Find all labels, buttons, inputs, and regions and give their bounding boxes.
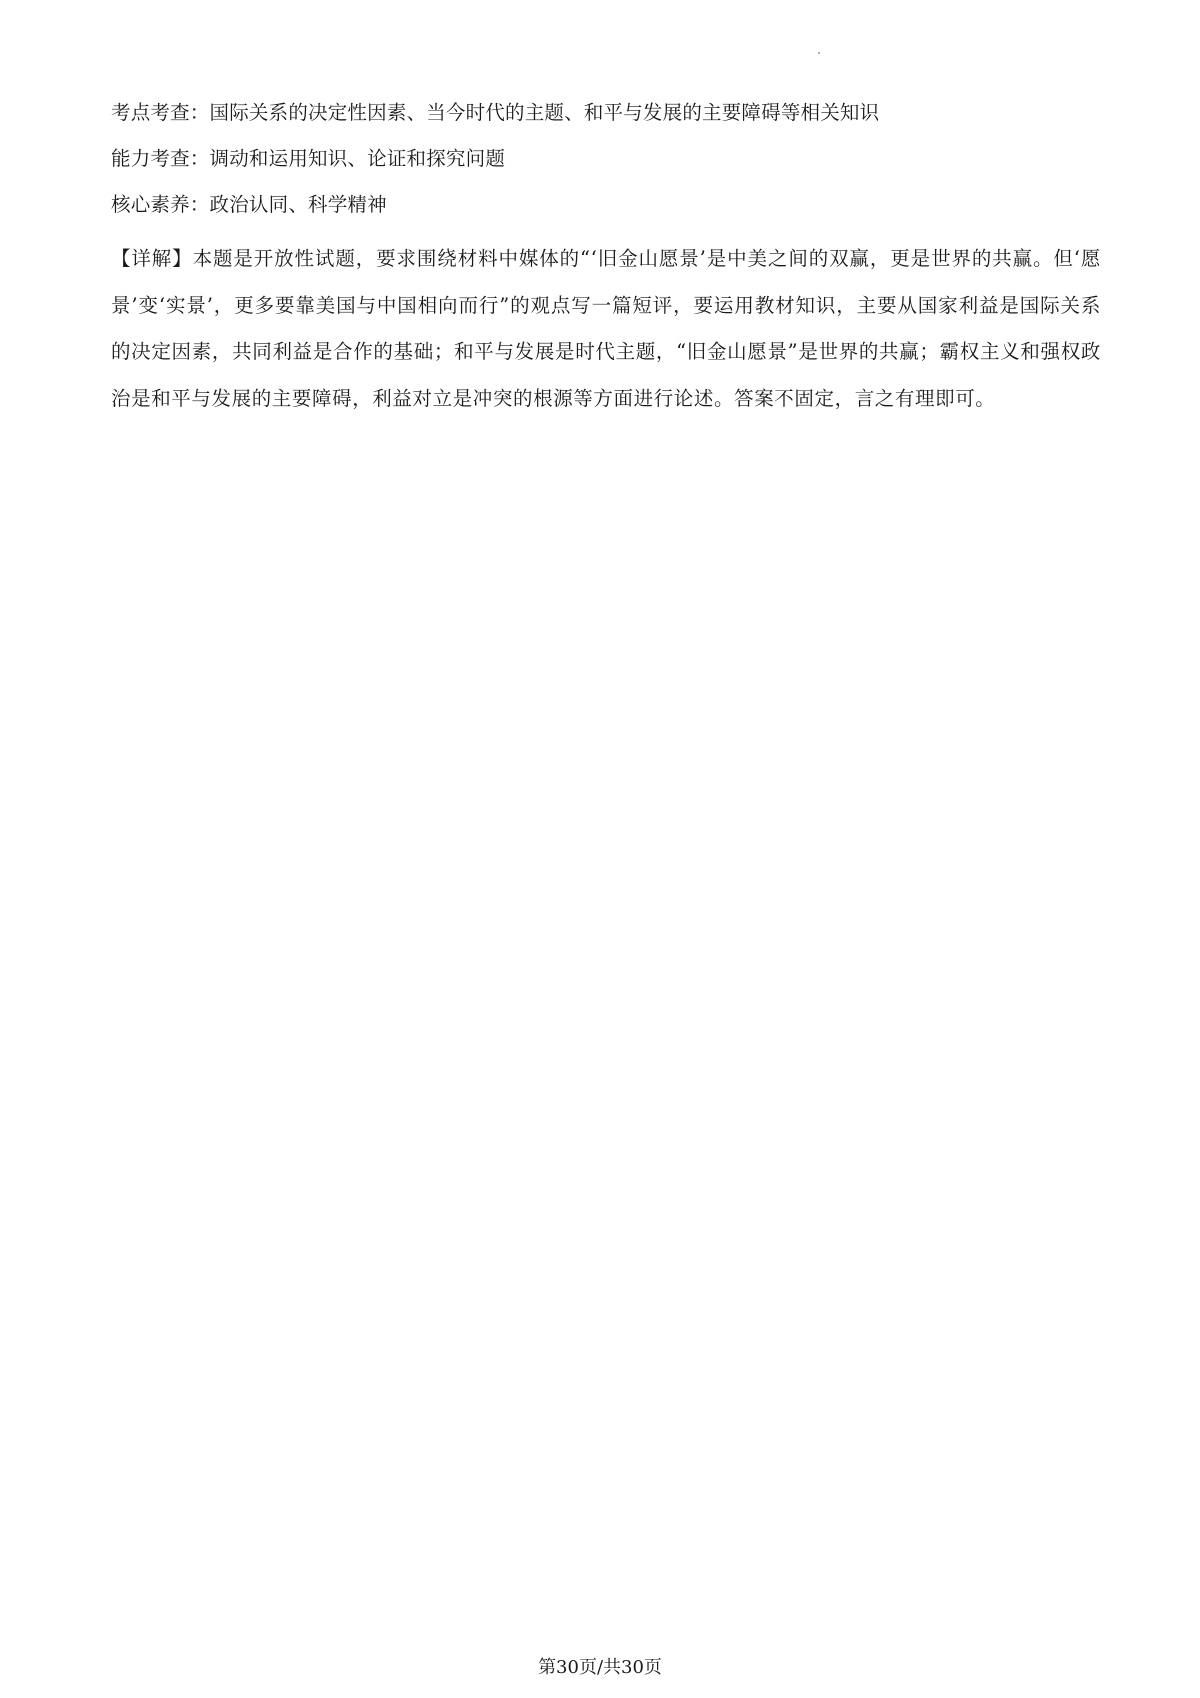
suyang-text: 政治认同、科学精神 — [209, 193, 387, 216]
kaodian-line — [111, 98, 1101, 127]
nengli-label: 能力考查： — [111, 147, 210, 170]
kaodian-text: 国际关系的决定性因素、当今时代的主题、和平与发展的主要障碍等相关知识 — [209, 101, 880, 124]
detail-paragraph — [111, 236, 1101, 422]
kaodian-label: 考点考查： — [111, 101, 210, 124]
suyang-label: 核心素养： — [111, 193, 210, 216]
suyang-line — [111, 190, 1101, 219]
detail-text: 本题是开放性试题，要求围绕材料中媒体的“‘旧金山愿景’是中美之间的双赢，更是世界的共赢。但‘愿景’变‘实景’，更多要靠美国与中国相向而行”的观点写一篇短评，要运用教材知识，主要从国家利益是国际关系的决定因素，共同利益是合作的基础；和平与发展是时代主题，“旧金山愿景”是世界的共赢；霸权主义和强权政治是和平与发展的主要障碍，利益对立是冲突的根源等方面进行论述。答案不固定，言之有理即可。 — [111, 247, 1102, 410]
page-number: 第30页/共30页 — [538, 1657, 662, 1678]
nengli-line — [111, 144, 1101, 173]
nengli-text: 调动和运用知识、论证和探究问题 — [209, 147, 506, 170]
scan-speck — [818, 52, 820, 54]
answer-analysis — [111, 98, 1101, 422]
detail-label: 【详解】 — [111, 247, 193, 270]
